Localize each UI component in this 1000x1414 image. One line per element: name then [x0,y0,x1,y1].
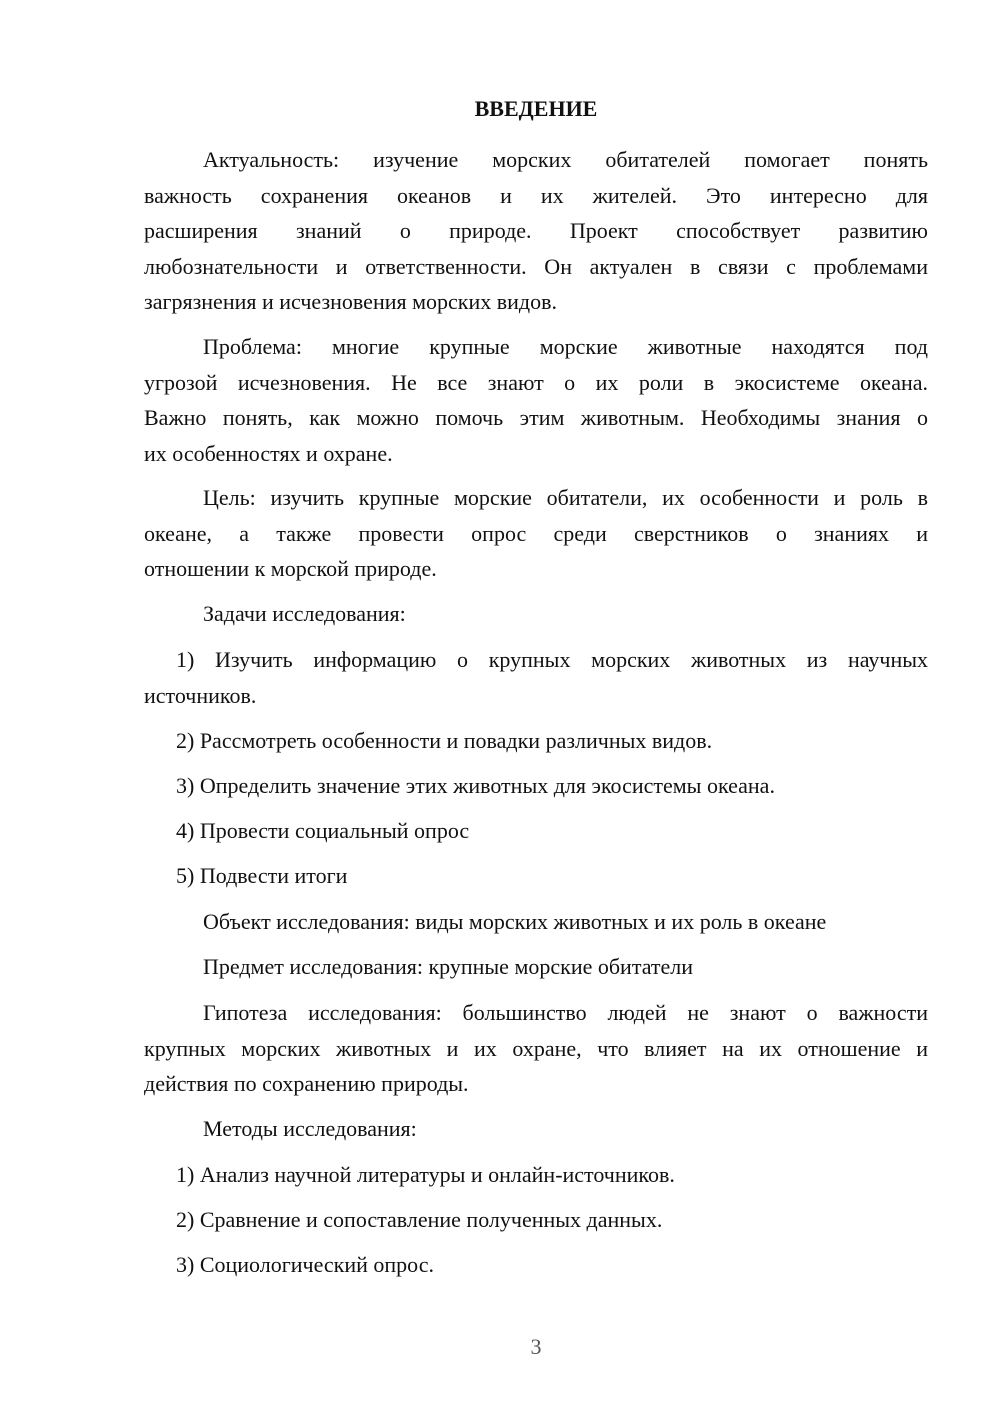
method-item [144,1202,928,1238]
methods-title-text: Методы исследования: [203,1116,417,1141]
text-line: Цель: изучить крупные морские обитатели, их особенности и роль в [203,485,928,510]
text-line: Проблема: многие крупные морские животные находятся под [203,334,928,359]
text-line: океане, а также провести опрос среди сверстников о знаниях и [144,520,928,546]
text-line: Важно понять, как можно помочь этим животным. Необходимы знания о [144,405,928,430]
task-item [144,642,928,713]
task-item [144,813,928,849]
text-line: крупных морских животных и их охране, что влияет на их отношение и [144,1035,928,1061]
text-line: угрозой исчезновения. Не все знают о их роли в экосистеме океана. [144,369,928,395]
text-line: Гипотеза исследования: большинство людей не знают о важности [203,1000,928,1025]
problem-paragraph [144,329,928,471]
section-heading: ВВЕДЕНИЕ [474,96,598,121]
goal-paragraph [144,480,928,587]
tasks-title-text: Задачи исследования: [203,601,406,626]
method-item-text: 1) Анализ научной литературы и онлайн-источников. [176,1162,675,1187]
relevance-paragraph [144,142,928,320]
page-number: 3 [530,1334,542,1359]
research-object-text: Объект исследования: виды морских животных и их роль в океане [203,909,827,934]
research-subject [144,949,928,985]
methods-title [144,1111,928,1147]
research-subject-text: Предмет исследования: крупные морские обитатели [203,954,694,979]
text-line: любознательности и ответственности. Он актуален в связи с проблемами [144,253,928,279]
task-item-line: источников. [144,682,257,708]
text-line: отношении к морской природе. [144,556,437,581]
task-item [144,858,928,894]
method-item-text: 3) Социологический опрос. [176,1252,434,1277]
hypothesis-paragraph [144,995,928,1102]
text-line: загрязнения и исчезновения морских видов. [144,289,558,314]
task-item [144,768,928,804]
text-line: действия по сохранению природы. [144,1071,469,1096]
text-line: важность сохранения океанов и их жителей. Это интересно для [144,182,928,208]
method-item [144,1247,928,1283]
tasks-title [144,596,928,632]
task-item-text: 5) Подвести итоги [176,863,348,888]
text-line: Актуальность: изучение морских обитателей помогает понять [203,147,928,172]
research-object [144,904,928,940]
task-item-text: 4) Провести социальный опрос [176,818,470,843]
method-item [144,1157,928,1193]
task-item-line: 1) Изучить информацию о крупных морских животных из научных [176,647,928,672]
task-item-text: 3) Определить значение этих животных для экосистемы океана. [176,773,775,798]
text-line: расширения знаний о природе. Проект способствует развитию [144,218,928,243]
task-item [144,723,928,759]
method-item-text: 2) Сравнение и сопоставление полученных данных. [176,1207,663,1232]
text-line: их особенностях и охране. [144,440,393,466]
task-item-text: 2) Рассмотреть особенности и повадки различных видов. [176,728,713,753]
